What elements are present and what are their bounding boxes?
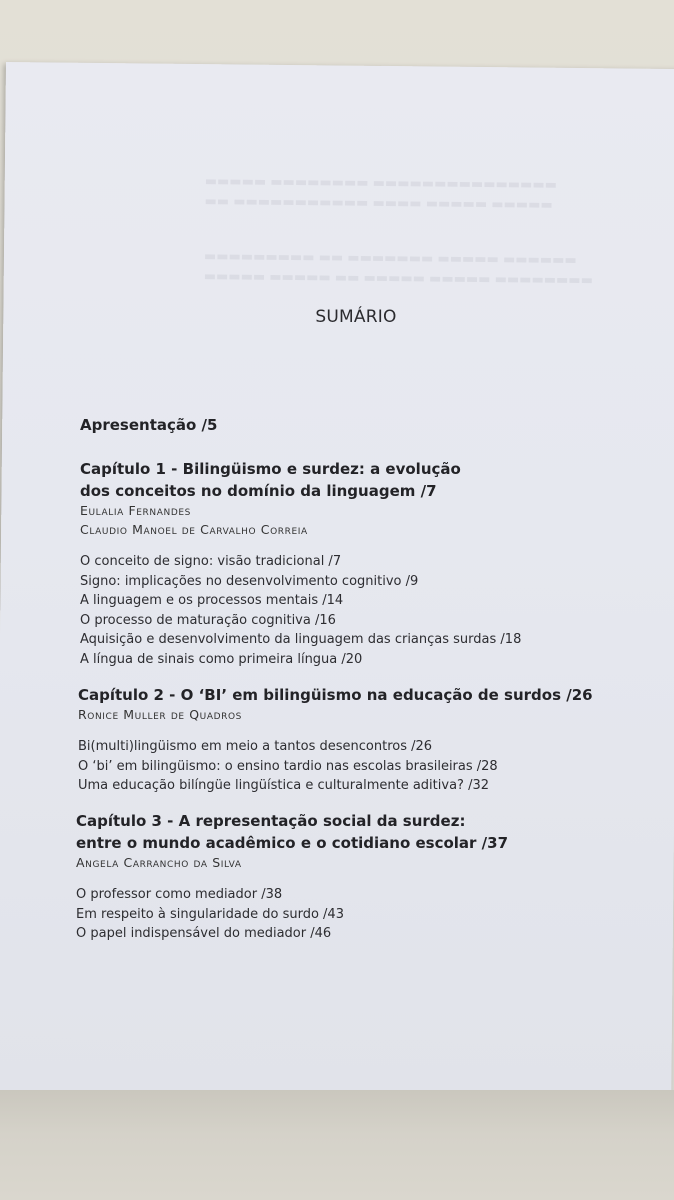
toc-item: O conceito de signo: visão tradicional /7 — [80, 554, 342, 569]
toc-item: O papel indispensável do mediador /46 — [76, 926, 332, 941]
chapter-heading: entre o mundo acadêmico e o cotidiano escolar /37 — [76, 834, 509, 852]
desk-surface — [0, 1090, 674, 1200]
chapter-heading: Capítulo 2 - O ‘BI’ em bilingüismo na educação de surdos /26 — [78, 686, 593, 704]
chapter-3 — [76, 810, 636, 944]
show-through-text: ▬▬▬▬▬▬▬▬▬ ▬▬ ▬▬▬▬▬▬▬ ▬▬▬▬▬ ▬▬▬▬▬▬ — [203, 249, 577, 268]
toc-item: Uma educação bilíngüe lingüística e culturalmente aditiva? /32 — [78, 778, 489, 793]
chapter-author: Claudio Manoel de Carvalho Correia — [80, 522, 308, 537]
toc-item: A língua de sinais como primeira língua /20 — [80, 651, 363, 667]
presentation-heading: Apresentação /5 — [80, 416, 218, 434]
toc-item: A linguagem e os processos mentais /14 — [80, 593, 344, 608]
chapter-2 — [78, 684, 638, 796]
toc-item: Em respeito à singularidade do surdo /43 — [76, 906, 344, 922]
toc-item: O processo de maturação cognitiva /16 — [80, 612, 336, 628]
chapter-author: Eulalia Fernandes — [80, 503, 191, 518]
toc-item: Signo: implicações no desenvolvimento cognitivo /9 — [80, 573, 419, 589]
toc-item: Bi(multi)lingüismo em meio a tantos desencontros /26 — [78, 739, 433, 754]
toc-item: O ‘bi’ em bilingüismo: o ensino tardio nas escolas brasileiras /28 — [78, 758, 498, 774]
toc-item: O professor como mediador /38 — [76, 887, 283, 902]
page-title: SUMÁRIO — [315, 307, 397, 327]
show-through-text: ▬▬▬▬▬ ▬▬▬▬▬ ▬▬ ▬▬▬▬▬ ▬▬▬▬▬ ▬▬▬▬▬▬▬▬ — [203, 269, 593, 289]
presentation-entry — [80, 414, 640, 436]
chapter-author: Angela Carrancho da Silva — [76, 855, 242, 870]
chapter-heading: dos conceitos no domínio da linguagem /7 — [80, 482, 437, 500]
toc-item: Aquisição e desenvolvimento da linguagem das crianças surdas /18 — [80, 632, 522, 647]
chapter-heading: Capítulo 3 - A representação social da surdez: — [76, 812, 466, 830]
show-through-text: ▬▬ ▬▬▬▬▬▬▬▬▬▬▬ ▬▬▬▬ ▬▬▬▬▬ ▬▬▬▬▬ — [204, 194, 553, 213]
chapter-1 — [80, 458, 640, 669]
chapter-author: Ronice Muller de Quadros — [78, 707, 242, 722]
show-through-text: ▬▬▬▬▬ ▬▬▬▬▬▬▬▬ ▬▬▬▬▬▬▬▬▬▬▬▬▬▬▬ — [204, 174, 558, 193]
chapter-heading: Capítulo 1 - Bilingüismo e surdez: a evolução — [80, 460, 461, 478]
